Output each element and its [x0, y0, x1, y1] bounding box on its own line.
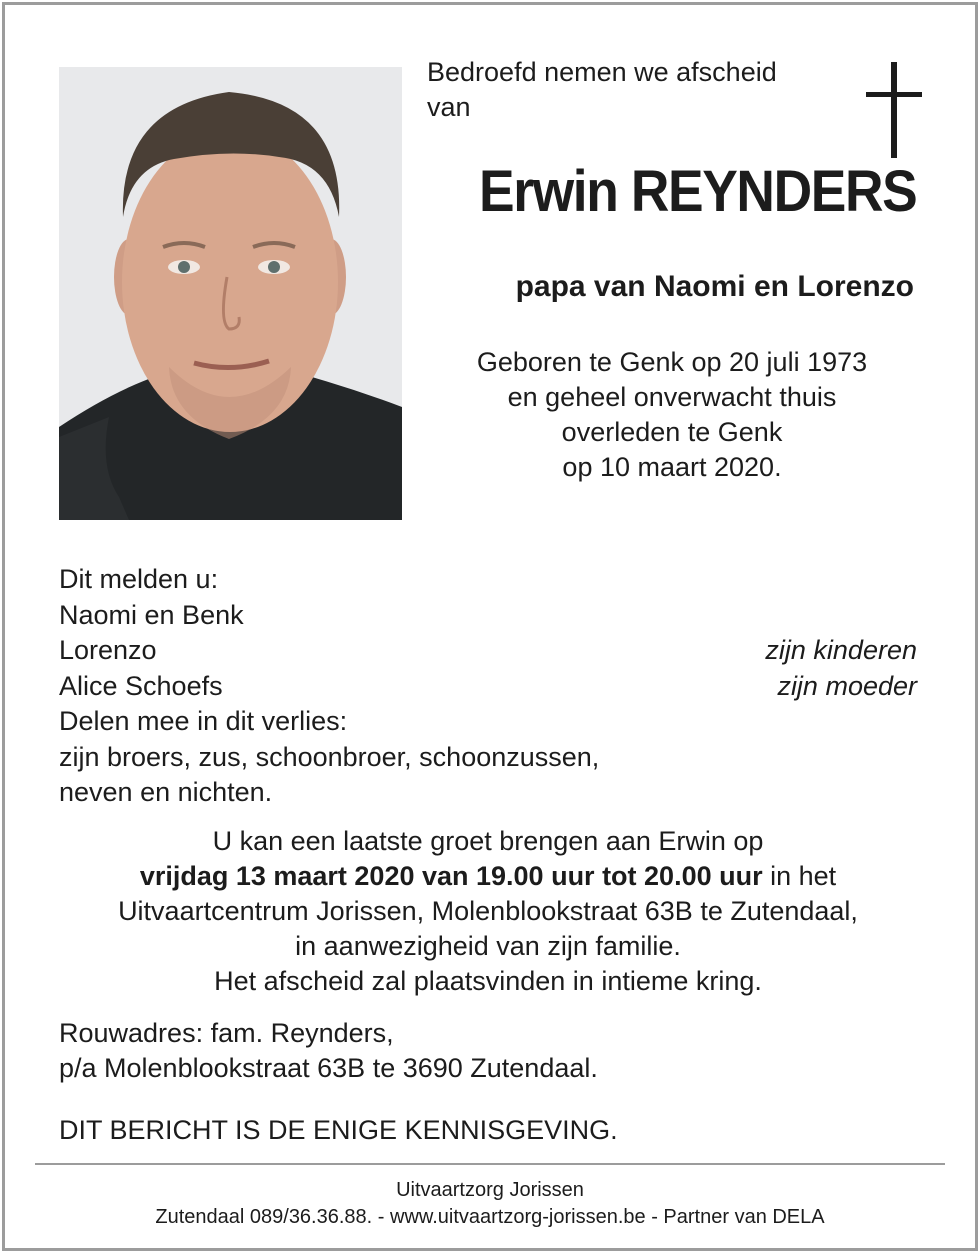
intro-line-1: Bedroefd nemen we afscheid — [427, 57, 777, 87]
family-row — [59, 669, 917, 705]
portrait-photo — [59, 67, 402, 520]
deceased-relation: papa van Naomi en Lorenzo — [515, 270, 914, 303]
address-line-1: Rouwadres: fam. Reynders, — [59, 1018, 394, 1048]
family-row — [59, 633, 917, 669]
footer-contact: Zutendaal 089/36.36.88. - www.uitvaartzorg-jorissen.be - Partner van DELA — [155, 1206, 825, 1228]
visitation-line-1: U kan een laatste groet brengen aan Erwin op — [212, 826, 764, 856]
family-member-role: zijn kinderen — [765, 635, 917, 665]
only-notice-text: DIT BERICHT IS DE ENIGE KENNISGEVING. — [59, 1115, 618, 1145]
family-member-name: Lorenzo — [59, 635, 157, 665]
footer — [35, 1177, 945, 1231]
footer-divider — [35, 1163, 945, 1165]
family-row — [59, 598, 917, 634]
mourning-address — [59, 1016, 598, 1086]
birth-death-details — [422, 345, 922, 485]
birth-line-2: en geheel onverwacht thuis — [507, 382, 837, 412]
family-member-role: zijn moeder — [777, 670, 917, 701]
footer-company: Uitvaartzorg Jorissen — [396, 1179, 584, 1201]
birth-line-4: op 10 maart 2020. — [562, 452, 782, 482]
intro-line-2: van — [427, 92, 471, 122]
announcers-intro: Dit melden u: — [59, 564, 219, 594]
birth-line-1: Geboren te Genk op 20 juli 1973 — [476, 347, 868, 377]
birth-line-3: overleden te Genk — [561, 417, 783, 447]
visitation-line-5: Het afscheid zal plaatsvinden in intieme kring. — [214, 966, 762, 996]
relatives-line-1: zijn broers, zus, schoonbroer, schoonzussen, — [59, 741, 600, 772]
visitation-line-2-suffix: in het — [762, 861, 837, 891]
family-member-name: Alice Schoefs — [59, 670, 223, 701]
visitation-line-3: Uitvaartcentrum Jorissen, Molenblookstraat 63B te Zutendaal, — [118, 896, 858, 926]
visitation-section — [40, 824, 936, 999]
deceased-name: Erwin REYNDERS — [478, 159, 916, 224]
visitation-line-4: in aanwezigheid van zijn familie. — [295, 931, 681, 961]
visitation-date-time: vrijdag 13 maart 2020 van 19.00 uur tot 20.00 uur — [139, 861, 763, 891]
visitation-line-2 — [40, 859, 936, 894]
address-line-2: p/a Molenblookstraat 63B te 3690 Zutendaal. — [59, 1053, 598, 1083]
intro-text — [427, 55, 847, 125]
family-member-name: Naomi en Benk — [59, 599, 244, 630]
announcers-section — [59, 562, 917, 811]
relatives-line-2: neven en nichten. — [59, 777, 273, 807]
share-intro: Delen mee in dit verlies: — [59, 706, 348, 736]
cross-icon — [866, 62, 922, 158]
